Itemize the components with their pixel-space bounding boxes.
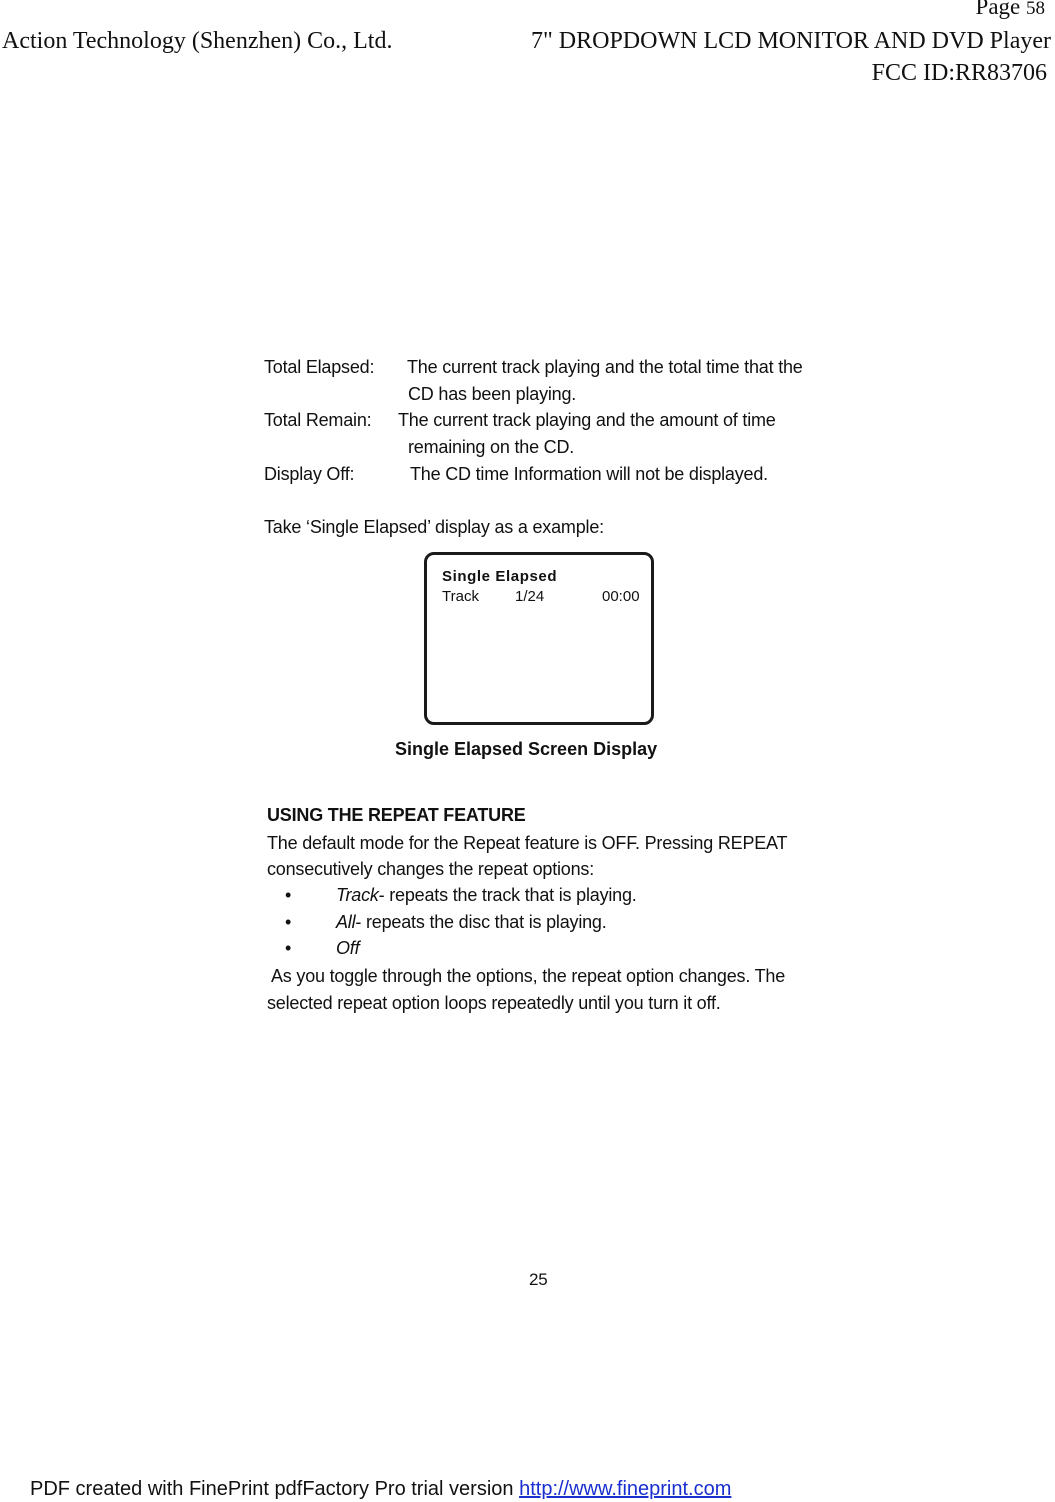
bullet-icon: •	[285, 885, 292, 905]
repeat-option-track	[336, 885, 637, 906]
screen-time: 00:00	[602, 588, 640, 605]
repeat-option-desc: - repeats the disc that is playing.	[355, 912, 607, 932]
option-desc-total-remain-line1: The current track playing and the amount of time	[398, 410, 776, 430]
screen-display-illustration	[424, 552, 654, 725]
repeat-intro-line2: consecutively changes the repeat options:	[267, 859, 595, 879]
screen-track-value: 1/24	[515, 588, 545, 605]
footer-link[interactable]: http://www.fineprint.com	[519, 1478, 732, 1500]
repeat-option-off	[336, 938, 359, 959]
page-prefix: Page	[975, 0, 1021, 19]
repeat-option-name: Track	[336, 885, 379, 905]
footer-text: PDF created with FinePrint pdfFactory Pro trial version	[30, 1478, 514, 1500]
figure-caption: Single Elapsed Screen Display	[395, 739, 658, 759]
repeat-option-name: All	[336, 912, 356, 932]
company-name: Action Technology (Shenzhen) Co., Ltd.	[2, 28, 393, 54]
option-term-total-elapsed: Total Elapsed:	[264, 357, 375, 377]
option-desc-total-elapsed-line2: CD has been playing.	[408, 384, 577, 404]
fcc-id: FCC ID:RR83706	[871, 60, 1047, 86]
option-term-display-off: Display Off:	[264, 464, 355, 484]
repeat-option-all	[336, 912, 607, 933]
pdf-footer	[30, 1478, 731, 1501]
repeat-outro-line2: selected repeat option loops repeatedly until you turn it off.	[267, 993, 721, 1013]
screen-track-label: Track	[442, 588, 479, 605]
screen-title: Single Elapsed	[442, 568, 558, 585]
repeat-option-desc: - repeats the track that is playing.	[378, 885, 637, 905]
option-desc-display-off: The CD time Information will not be displayed.	[410, 464, 768, 484]
option-term-total-remain: Total Remain:	[264, 410, 372, 430]
page-number: 58	[1026, 0, 1045, 19]
page-label	[976, 0, 1045, 20]
manual-page-number: 25	[529, 1270, 548, 1289]
repeat-heading: USING THE REPEAT FEATURE	[267, 805, 526, 825]
repeat-outro-line1: As you toggle through the options, the repeat option changes. The	[271, 966, 786, 986]
option-desc-total-remain-line2: remaining on the CD.	[408, 437, 575, 457]
product-title: 7" DROPDOWN LCD MONITOR AND DVD Player	[530, 28, 1051, 54]
example-intro: Take ‘Single Elapsed’ display as a example:	[264, 517, 604, 537]
bullet-icon: •	[285, 912, 292, 932]
option-desc-total-elapsed-line1: The current track playing and the total time that the	[407, 357, 803, 377]
repeat-option-name: Off	[336, 938, 360, 958]
bullet-icon: •	[285, 938, 292, 958]
repeat-intro-line1: The default mode for the Repeat feature is OFF. Pressing REPEAT	[267, 833, 788, 853]
